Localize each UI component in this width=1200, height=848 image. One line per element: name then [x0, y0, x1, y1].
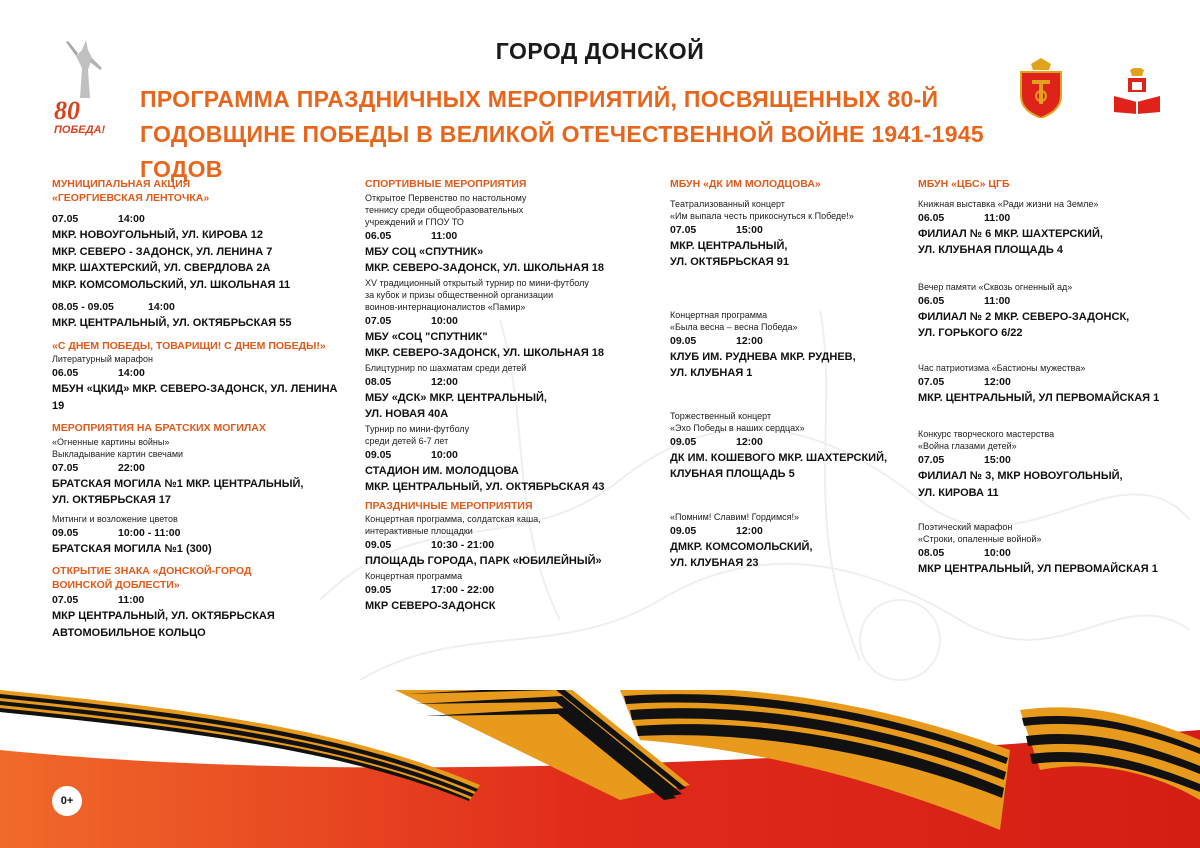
event-date: 08.05: [365, 375, 392, 388]
event-date: 07.05: [52, 461, 79, 474]
event-datetime: [52, 211, 342, 227]
event-description: Поэтический марафон: [918, 522, 1013, 532]
event-datetime: [918, 452, 1188, 468]
event-description: «Им выпала честь прикоснуться к Победе!»: [670, 210, 854, 221]
age-rating-badge: 0+: [52, 786, 82, 816]
coat-of-arms-icon: [1016, 58, 1066, 118]
event-location: МБУН «ЦКИД» МКР. СЕВЕРО-ЗАДОНСК, УЛ. ЛЕНИНА 19: [52, 383, 338, 412]
event-time: 15:00: [736, 223, 763, 236]
event-date: 09.05: [365, 583, 392, 596]
event-date: 09.05: [52, 526, 79, 539]
event-date: 07.05: [52, 594, 79, 606]
event-time: 12:00: [431, 375, 458, 388]
event-date: 09.05: [670, 524, 697, 537]
event-time: 12:00: [736, 435, 763, 448]
event-description: Выкладывание картин свечами: [52, 448, 184, 459]
event-description: Турнир по мини-футболу: [365, 423, 470, 434]
event-description: Концертная программа: [670, 309, 768, 320]
event-description: Театрализованный концерт: [670, 198, 785, 209]
event-time: 11:00: [431, 229, 458, 242]
event-date: 07.05: [670, 223, 697, 236]
event-time: 10:30 - 21:00: [431, 539, 495, 551]
event-time: 10:00 - 11:00: [118, 526, 181, 539]
event-time: 14:00: [118, 213, 145, 225]
event-datetime: [670, 523, 900, 539]
event-description: Митинги и возложение цветов: [52, 513, 178, 524]
event-description: Литературный марафон: [52, 354, 153, 364]
section-heading: ВОИНСКОЙ ДОБЛЕСТИ»: [52, 578, 180, 591]
event-date: 09.05: [670, 334, 697, 347]
event-datetime: [918, 374, 1188, 390]
section-heading: «С ДНЕМ ПОБЕДЫ, ТОВАРИЩИ! С ДНЕМ ПОБЕДЫ!»: [52, 339, 326, 352]
event-description: XV традиционный открытый турнир по мини-футболу: [365, 277, 589, 288]
event-description: «Эхо Победы в наших сердцах»: [670, 422, 805, 433]
event-datetime: [52, 299, 342, 315]
event-datetime: [52, 592, 342, 608]
event-description: «Война глазами детей»: [918, 441, 1017, 451]
event-description: Торжественный концерт: [670, 410, 772, 421]
event-datetime: [365, 313, 665, 329]
logo-number: 80: [54, 96, 80, 125]
event-location: МБУ «ДСК» МКР. ЦЕНТРАЛЬНЫЙ,: [365, 391, 547, 404]
event-datetime: [365, 374, 665, 390]
event-location: МКР. ЦЕНТРАЛЬНЫЙ, УЛ. ОКТЯБРЬСКАЯ 55: [52, 317, 292, 329]
event-location: ФИЛИАЛ № 6 МКР. ШАХТЕРСКИЙ,: [918, 227, 1103, 240]
event-location: МБУ СОЦ «СПУТНИК»: [365, 245, 484, 258]
event-description: «Была весна – весна Победа»: [670, 321, 798, 332]
event-time: 14:00: [148, 301, 175, 313]
event-description: Концертная программа, солдатская каша,: [365, 514, 541, 524]
event-location: ФИЛИАЛ № 3, МКР НОВОУГОЛЬНЫЙ,: [918, 470, 1123, 482]
section-heading: ПРАЗДНИЧНЫЕ МЕРОПРИЯТИЯ: [365, 499, 533, 512]
event-time: 14:00: [118, 367, 145, 379]
event-time: 10:00: [431, 448, 458, 461]
event-time: 22:00: [118, 461, 145, 474]
event-location: ФИЛИАЛ № 2 МКР. СЕВЕРО-ЗАДОНСК,: [918, 310, 1130, 323]
event-location: МКР. ЦЕНТРАЛЬНЫЙ,: [670, 239, 788, 252]
event-date: 07.05: [52, 213, 79, 225]
event-block: [918, 281, 1188, 342]
event-description: Концертная программа: [365, 570, 463, 581]
event-location: МКР. СЕВЕРО-ЗАДОНСК, УЛ. ШКОЛЬНАЯ 18: [365, 262, 605, 274]
section-graves: [52, 422, 342, 557]
event-time: 10:00: [431, 314, 458, 327]
logo-word: ПОБЕДА!: [54, 124, 106, 136]
event-time: 15:00: [984, 454, 1011, 466]
event-location: СТАДИОН ИМ. МОЛОДЦОВА: [365, 464, 519, 477]
event-block: [670, 410, 900, 483]
event-block: [670, 309, 900, 382]
event-description: Конкурс творческого мастерства: [918, 429, 1055, 439]
event-location: БРАТСКАЯ МОГИЛА №1 (300): [52, 542, 212, 555]
event-description: среди детей 6-7 лет: [365, 435, 449, 446]
event-description: «Помним! Славим! Гордимся!»: [670, 511, 800, 522]
event-time: 17:00 - 22:00: [431, 583, 495, 596]
event-block: [670, 198, 900, 271]
column-dk-molodtsova: [670, 178, 900, 580]
section-victory-day: [52, 340, 342, 415]
section-heading: МЕРОПРИЯТИЯ НА БРАТСКИХ МОГИЛАХ: [52, 422, 266, 434]
event-location: МКР. НОВОУГОЛЬНЫЙ, УЛ. КИРОВА 12: [52, 229, 263, 241]
event-time: 12:00: [736, 524, 763, 537]
event-datetime: [670, 333, 900, 349]
event-location: УЛ. КЛУБНАЯ 23: [670, 557, 759, 569]
section-sports: [365, 178, 665, 496]
column-library: [918, 178, 1188, 586]
event-block: [670, 511, 900, 572]
event-location: МКР. ЦЕНТРАЛЬНЫЙ, УЛ ПЕРВОМАЙСКАЯ 1: [918, 391, 1160, 404]
event-date: 08.05 - 09.05: [52, 301, 114, 313]
event-location: КЛУБ ИМ. РУДНЕВА МКР. РУДНЕВ,: [670, 350, 856, 363]
event-description: за кубок и призы общественной организации: [365, 289, 554, 300]
event-location: МКР. КОМСОМОЛЬСКИЙ, УЛ. ШКОЛЬНАЯ 11: [52, 278, 291, 291]
event-datetime: [52, 365, 342, 381]
event-location: МКР СЕВЕРО-ЗАДОНСК: [365, 599, 496, 612]
event-description: Вечер памяти «Сквозь огненный ад»: [918, 281, 1073, 292]
column-municipal: [52, 178, 342, 649]
event-location: УЛ. КИРОВА 11: [918, 486, 999, 499]
event-block: [52, 299, 342, 332]
event-location: ДМКР. КОМСОМОЛЬСКИЙ,: [670, 540, 813, 553]
event-datetime: [52, 525, 342, 541]
event-time: 11:00: [984, 294, 1011, 307]
section-heading: МБУН «ДК ИМ МОЛОДЦОВА»: [670, 178, 821, 190]
event-description: интерактивные площадки: [365, 526, 473, 536]
event-datetime: [365, 537, 665, 553]
event-date: 09.05: [365, 448, 392, 461]
event-location: МКР. СЕВЕРО - ЗАДОНСК, УЛ. ЛЕНИНА 7: [52, 245, 273, 258]
event-date: 07.05: [365, 314, 392, 327]
library-emblem-icon: [1112, 68, 1162, 114]
event-location: УЛ. ОКТЯБРЬСКАЯ 17: [52, 494, 171, 506]
event-location: УЛ. НОВАЯ 40А: [365, 408, 449, 420]
event-location: УЛ. ОКТЯБРЬСКАЯ 91: [670, 256, 789, 268]
section-heading: СПОРТИВНЫЕ МЕРОПРИЯТИЯ: [365, 178, 527, 190]
section-heading: ОТКРЫТИЕ ЗНАКА «ДОНСКОЙ-ГОРОД: [52, 565, 252, 577]
event-block: [918, 521, 1188, 578]
event-location: ПЛОЩАДЬ ГОРОДА, ПАРК «ЮБИЛЕЙНЫЙ»: [365, 555, 602, 567]
event-time: 12:00: [736, 334, 763, 347]
event-datetime: [670, 222, 900, 238]
city-title: ГОРОД ДОНСКОЙ: [495, 38, 705, 64]
event-datetime: [918, 293, 1188, 309]
event-location: БРАТСКАЯ МОГИЛА №1 МКР. ЦЕНТРАЛЬНЫЙ,: [52, 477, 304, 490]
section-heading: МУНИЦИПАЛЬНАЯ АКЦИЯ: [52, 178, 191, 190]
section-festive: [365, 500, 665, 615]
event-date: 08.05: [918, 547, 945, 559]
section-georgievskaya: [52, 178, 342, 293]
program-title-line1: ПРОГРАММА ПРАЗДНИЧНЫХ МЕРОПРИЯТИЙ, ПОСВЯЩЕННЫХ 80-Й: [140, 86, 939, 112]
event-description: учреждений и ГПОУ ТО: [365, 216, 464, 227]
event-description: «Огненные картины войны»: [52, 436, 170, 447]
event-datetime: [670, 434, 900, 450]
event-time: 12:00: [984, 375, 1011, 388]
event-datetime: [52, 460, 342, 476]
event-block: [918, 428, 1188, 501]
event-date: 09.05: [365, 539, 392, 551]
event-location: МКР ЦЕНТРАЛЬНЫЙ, УЛ ПЕРВОМАЙСКАЯ 1: [918, 563, 1158, 575]
event-location: УЛ. КЛУБНАЯ 1: [670, 367, 753, 379]
section-sign-opening: [52, 565, 342, 641]
event-date: 06.05: [918, 211, 945, 224]
event-time: 11:00: [118, 594, 145, 606]
event-location: МКР. СЕВЕРО-ЗАДОНСК, УЛ. ШКОЛЬНАЯ 18: [365, 347, 605, 359]
event-date: 07.05: [918, 375, 945, 388]
event-datetime: [918, 210, 1188, 226]
event-location: МКР. ШАХТЕРСКИЙ, УЛ. СВЕРДЛОВА 2А: [52, 262, 271, 274]
event-time: 11:00: [984, 211, 1011, 224]
event-time: 10:00: [984, 547, 1011, 559]
program-title: [140, 82, 1040, 187]
event-date: 07.05: [918, 454, 945, 466]
event-description: воинов-интернационалистов «Памир»: [365, 301, 526, 312]
event-description: «Строки, опаленные войной»: [918, 534, 1042, 544]
event-date: 06.05: [365, 229, 392, 242]
event-datetime: [365, 447, 665, 463]
column-sports: [365, 178, 665, 622]
event-description: Блицтурнир по шахматам среди детей: [365, 362, 527, 373]
event-description: теннису среди общеобразовательных: [365, 204, 524, 215]
event-datetime: [365, 228, 665, 244]
event-description: Открытое Первенство по настольному: [365, 192, 527, 203]
event-description: Час патриотизма «Бастионы мужества»: [918, 362, 1086, 373]
event-location: УЛ. КЛУБНАЯ ПЛОЩАДЬ 4: [918, 244, 1063, 256]
event-location: ДК ИМ. КОШЕВОГО МКР. ШАХТЕРСКИЙ,: [670, 451, 888, 464]
event-location: МБУ «СОЦ "СПУТНИК": [365, 330, 488, 343]
section-heading: «ГЕОРГИЕВСКАЯ ЛЕНТОЧКА»: [52, 191, 210, 204]
event-location: АВТОМОБИЛЬНОЕ КОЛЬЦО: [52, 626, 206, 639]
event-location: МКР. ЦЕНТРАЛЬНЫЙ, УЛ. ОКТЯБРЬСКАЯ 43: [365, 481, 605, 493]
event-date: 06.05: [918, 294, 945, 307]
program-title-line2: ГОДОВЩИНЕ ПОБЕДЫ В ВЕЛИКОЙ ОТЕЧЕСТВЕННОЙ ВОЙНЕ 1941-1945 ГОДОВ: [140, 121, 985, 182]
event-description: Книжная выставка «Ради жизни на Земле»: [918, 198, 1099, 209]
event-block: [918, 362, 1188, 407]
event-datetime: [365, 582, 665, 598]
event-location: УЛ. ГОРЬКОГО 6/22: [918, 327, 1023, 339]
event-date: 09.05: [670, 435, 697, 448]
event-location: КЛУБНАЯ ПЛОЩАДЬ 5: [670, 468, 795, 480]
event-datetime: [918, 545, 1188, 561]
event-block: [918, 198, 1188, 259]
event-location: МКР ЦЕНТРАЛЬНЫЙ, УЛ. ОКТЯБРЬСКАЯ: [52, 610, 275, 622]
section-heading: МБУН «ЦБС» ЦГБ: [918, 178, 1010, 190]
event-date: 06.05: [52, 367, 79, 379]
red-banner-with-ribbon: [0, 690, 1200, 848]
